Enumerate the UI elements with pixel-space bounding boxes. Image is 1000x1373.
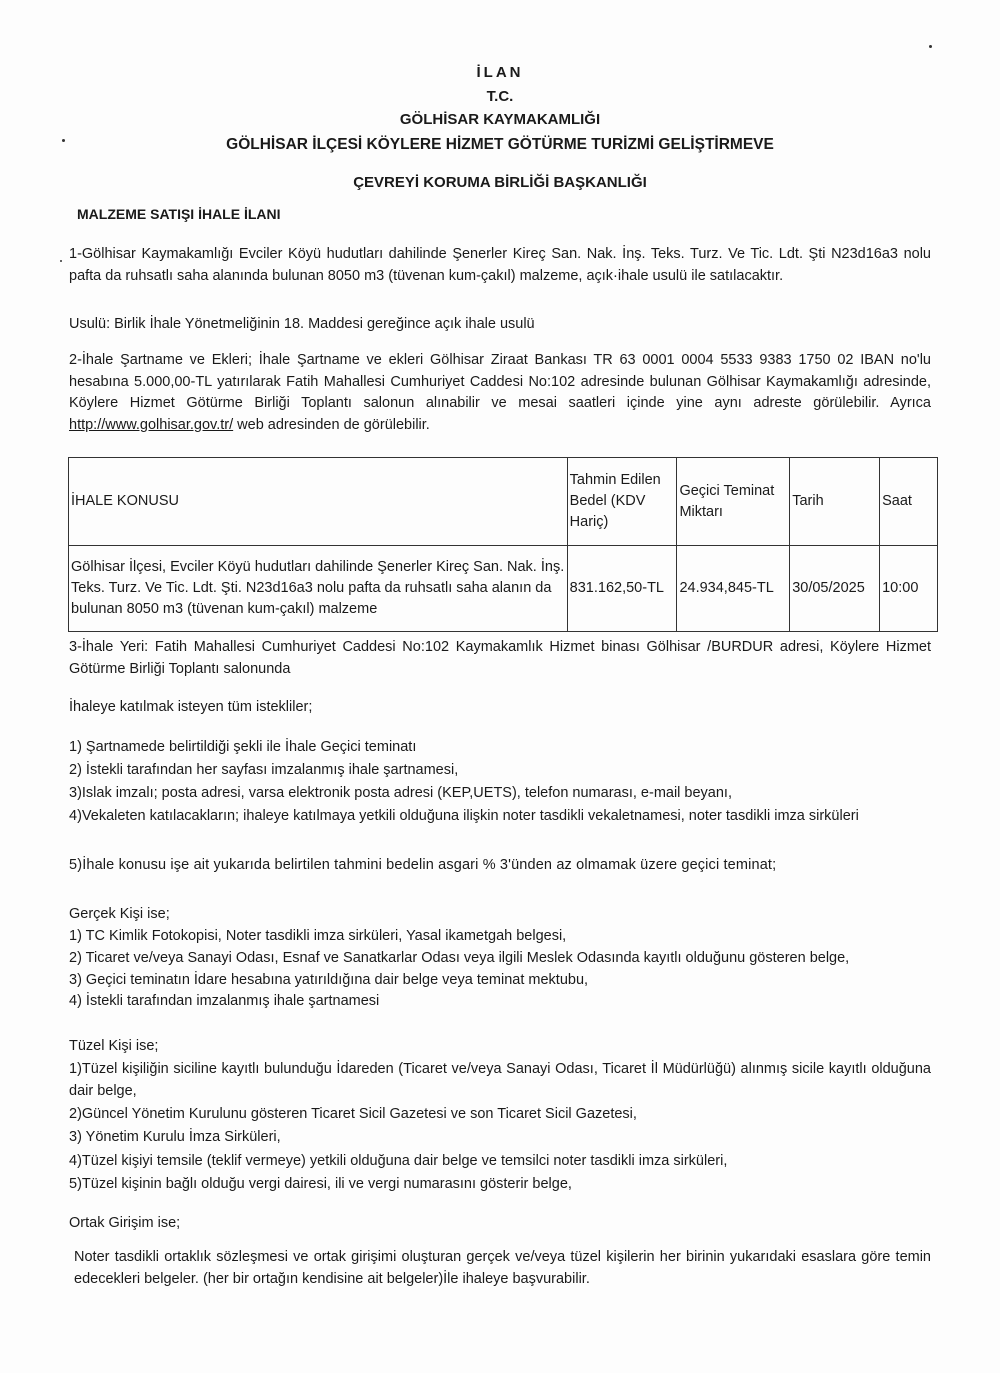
section-2-paragraph	[69, 350, 931, 436]
istekliler-item-3: 3)Islak imzalı; posta adresi, varsa elektronik posta adresi (KEP,UETS), telefon numarası, e-mail beyanı,	[69, 785, 732, 801]
tc-heading: T.C.	[486, 88, 514, 105]
row-gecici-teminat: 24.934,845-TL	[677, 546, 790, 632]
scan-speck	[929, 45, 932, 48]
birlik-heading-line2: ÇEVREYİ KORUMA BİRLİĞİ BAŞKANLIĞI	[353, 174, 647, 191]
header-ihale-konusu: İHALE KONUSU	[69, 458, 568, 546]
header-tarih: Tarih	[790, 458, 880, 546]
row-ihale-konusu: Gölhisar İlçesi, Evciler Köyü hudutları dahilinde Şenerler Kireç San. Nak. İnş. Teks. Turz. Ve Tic. Ldt. Şti. N23d16a3 nolu pafta da ruhsatlı saha alanın da bulunan 8050 m3 (tüvenan kum-çakıl) malzeme	[69, 546, 568, 632]
kaymakamlik-heading: GÖLHİSAR KAYMAKAMLIĞI	[399, 111, 601, 128]
ilan-heading: İLAN	[476, 64, 524, 81]
scan-speck	[60, 260, 62, 262]
birlik-heading-line1: GÖLHİSAR İLÇESİ KÖYLERE HİZMET GÖTÜRME TURİZMİ GELİŞTİRMEVE	[226, 136, 774, 153]
website-link[interactable]: http://www.golhisar.gov.tr/	[69, 416, 234, 433]
tuzel-kisi-item-3: 3) Yönetim Kurulu İmza Sirküleri,	[69, 1129, 281, 1145]
tuzel-kisi-title: Tüzel Kişi ise;	[69, 1038, 159, 1054]
tuzel-kisi-item-5: 5)Tüzel kişinin bağlı olduğu vergi dairesi, ili ve vergi numarasını gösterir belge,	[69, 1176, 572, 1192]
row-tarih: 30/05/2025	[790, 546, 880, 632]
row-tahmin-bedel: 831.162,50-TL	[567, 546, 677, 632]
document-title: MALZEME SATIŞI İHALE İLANI	[77, 206, 281, 222]
table-header-row	[69, 458, 938, 546]
istekliler-item-1: 1) Şartnamede belirtildiği şekli ile İhale Geçici teminatı	[69, 739, 417, 755]
tuzel-kisi-item-2: 2)Güncel Yönetim Kurulunu gösteren Ticaret Sicil Gazetesi ve son Ticaret Sicil Gazetesi,	[69, 1106, 637, 1122]
gercek-kisi-item-1: 1) TC Kimlik Fotokopisi, Noter tasdikli imza sirküleri, Yasal ikametgah belgesi,	[69, 928, 567, 944]
gercek-kisi-item-2: 2) Ticaret ve/veya Sanayi Odası, Esnaf ve Sanatkarlar Odası veya ilgili Meslek Odasında kayıtlı olduğunu gösteren belge,	[69, 950, 850, 966]
istekliler-item-2: 2) İstekli tarafından her sayfası imzalanmış ihale şartnamesi,	[69, 762, 459, 778]
ortak-girisim-paragraph: Noter tasdikli ortaklık sözleşmesi ve ortak girişimi oluşturan gerçek ve/veya tüzel kişilerin her birinin yukarıdaki esaslara göre temin edecekleri belgeler. (her bir ortağın kendisine ait belgeler)İle ihaleye başvurabilir.	[74, 1249, 931, 1287]
gercek-kisi-item-4: 4) İstekli tarafından imzalanmış ihale şartnamesi	[69, 993, 380, 1009]
ortak-girisim-title: Ortak Girişim ise;	[69, 1215, 181, 1231]
istekliler-item-5: 5)İhale konusu işe ait yukarıda belirtilen tahmini bedelin asgari % 3'ünden az olmamak üzere geçici teminat;	[69, 857, 777, 873]
row-saat: 10:00	[880, 546, 938, 632]
section-2-after-link: web adresinden de görülebilir.	[233, 416, 430, 433]
gercek-kisi-title: Gerçek Kişi ise;	[69, 906, 170, 922]
usul-line: Usulü: Birlik İhale Yönetmeliğinin 18. Maddesi gereğince açık ihale usulü	[69, 316, 535, 332]
header-tahmin-bedel: Tahmin Edilen Bedel (KDV Hariç)	[567, 458, 677, 546]
tuzel-kisi-item-4: 4)Tüzel kişiyi temsile (teklif vermeye) yetkili olduğuna dair belge ve temsilci noter tasdikli imza sirküleri,	[69, 1153, 728, 1169]
tuzel-kisi-item-1: 1)Tüzel kişiliğin siciline kayıtlı bulunduğu İdareden (Ticaret ve/veya Sanayi Odası, Ticaret İl Müdürlüğü) alınmış sicile kayıtlı olduğuna dair belge,	[69, 1061, 931, 1099]
istekliler-item-4: 4)Vekaleten katılacakların; ihaleye katılmaya yetkili olduğuna ilişkin noter tasdikli vekaletnamesi, noter tasdikli imza sirküleri	[69, 808, 859, 824]
section-3-paragraph: 3-İhale Yeri: Fatih Mahallesi Cumhuriyet Caddesi No:102 Kaymakamlık Hizmet binası Gölhisar /BURDUR adresi, Köylere Hizmet Götürme Birliği Toplantı salonunda	[69, 639, 931, 677]
ihale-table	[68, 457, 938, 632]
section-2-text: 2-İhale Şartname ve Ekleri; İhale Şartname ve ekleri Gölhisar Ziraat Bankası TR 63 0001 0004 5533 9383 1750 02 IBAN no'lu hesabına 5.000,00-TL yatırılarak Fatih Mahallesi Cumhuriyet Caddesi No:102 adresinde bulunan Gölhisar Kaymakamlığı adresinde, Köylere Hizmet Götürme Birliği Toplantı salonun alınabilir ve mesai saatleri içinde yine aynı adreste görülebilir. Ayrıca	[69, 352, 931, 411]
header-gecici-teminat: Geçici Teminat Miktarı	[677, 458, 790, 546]
header-saat: Saat	[880, 458, 938, 546]
table-row	[69, 546, 938, 632]
gercek-kisi-item-3: 3) Geçici teminatın İdare hesabına yatırıldığına dair belge veya teminat mektubu,	[69, 972, 589, 988]
istekliler-intro: İhaleye katılmak isteyen tüm istekliler;	[69, 699, 313, 715]
section-1-paragraph: 1-Gölhisar Kaymakamlığı Evciler Köyü hudutları dahilinde Şenerler Kireç San. Nak. İnş. Teks. Turz. Ve Tic. Ldt. Şti N23d16a3 nolu pafta da ruhsatlı saha alanında bulunan 8050 m3 (tüvenan kum-çakıl) malzeme, açık·ihale usulü ile satılacaktır.	[69, 246, 931, 284]
